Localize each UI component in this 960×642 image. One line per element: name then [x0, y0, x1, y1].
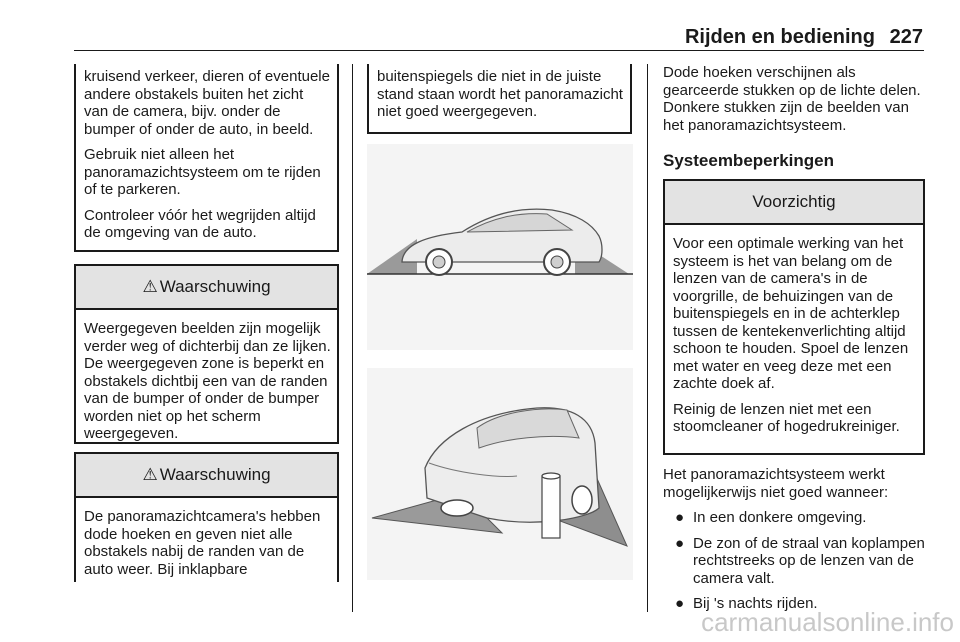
camera-cylinder [542, 476, 560, 538]
chapter-title: Rijden en bediening [684, 26, 875, 48]
col3-limitations [663, 466, 925, 621]
car-perspective-graphic [367, 368, 633, 580]
page-number: 227 [889, 26, 923, 48]
list-intro: Het panoramazichtsysteem werkt mogelijkerwijs niet goed wanneer: [663, 466, 889, 501]
car-side-view-graphic [367, 144, 633, 350]
caution-title: Voorzichtig [752, 192, 836, 211]
front-wheel [441, 500, 473, 516]
caution-text: Reinig de lenzen niet met een stoomcleaner of hogedrukreiniger. [673, 400, 900, 435]
section-title: Systeembeperkingen [663, 151, 835, 170]
warning-text: Weergegeven beelden zijn mogelijk verder weg of dichterbij dan ze lijken. De weergegeven zone is beperkt en obstakels dichtbij een van de randen van de bumper of onder de bumper worden niet op het scherm weergegeven. [84, 320, 331, 442]
list-item-text: Bij 's nachts rijden. [693, 595, 818, 612]
list-item [663, 509, 925, 527]
list-item-text: De zon of de straal van koplampen rechtstreeks op de lenzen van de camera valt. [693, 534, 925, 587]
list-item-text: In een donkere omgeving. [693, 509, 867, 526]
caution-text: Voor een optimale werking van het systeem is het van belang om de lenzen van de camera's in de voorgrille, de behuizingen van de buitenspiegels en in de achterklep tussen de kentekenverlichting altijd schoon te houden. Spoel de lenzen met water en veeg deze met een zachte doek af. [673, 235, 909, 392]
col1-continuation-box [74, 64, 339, 252]
bullet-icon: ● [675, 595, 685, 612]
col1-paragraph: kruisend verkeer, dieren of eventuele andere obstakels buiten het zicht van de camera, bijv. onder de bumper of onder de auto, in beeld. [84, 68, 330, 138]
bullet-icon: ● [675, 509, 685, 526]
column-divider [352, 64, 353, 612]
col2-continuation-box [367, 64, 632, 134]
illustration-side-view [367, 144, 633, 350]
warning-title: Waarschuwing [159, 465, 271, 484]
warning-triangle-icon: ⚠ [142, 277, 158, 296]
col1-paragraph: Controleer vóór het wegrijden altijd de omgeving van de auto. [84, 206, 316, 241]
list-item [663, 535, 925, 588]
warning-box-1 [74, 264, 339, 444]
watermark: carmanualsonline.info [701, 607, 954, 637]
col3-intro [663, 64, 925, 142]
caution-box [663, 179, 925, 455]
col2-box-text: buitenspiegels die niet in de juiste stand staan wordt het panoramazicht niet goed weergegeven. [377, 68, 623, 120]
warning-triangle-icon: ⚠ [142, 465, 158, 484]
warning-header [76, 266, 337, 310]
illustration-perspective-view [367, 368, 633, 580]
header-rule [74, 50, 924, 51]
warning-box-2 [74, 452, 339, 582]
col1-paragraph: Gebruik niet alleen het panoramazichtsysteem om te rijden of te parkeren. [84, 146, 321, 198]
warning-title: Waarschuwing [159, 277, 271, 296]
rear-wheel [572, 486, 592, 514]
caution-header [665, 181, 923, 225]
col3-intro-text: Dode hoeken verschijnen als gearceerde stukken op de lichte delen. Donkere stukken zijn de beelden van het panoramazichtsysteem. [663, 64, 921, 134]
warning-text: De panoramazichtcamera's hebben dode hoeken en geven niet alle obstakels nabij de randen van de auto weer. Bij inklapbare [84, 508, 321, 578]
column-divider [647, 64, 648, 612]
bullet-icon: ● [675, 534, 685, 552]
warning-header [76, 454, 337, 498]
